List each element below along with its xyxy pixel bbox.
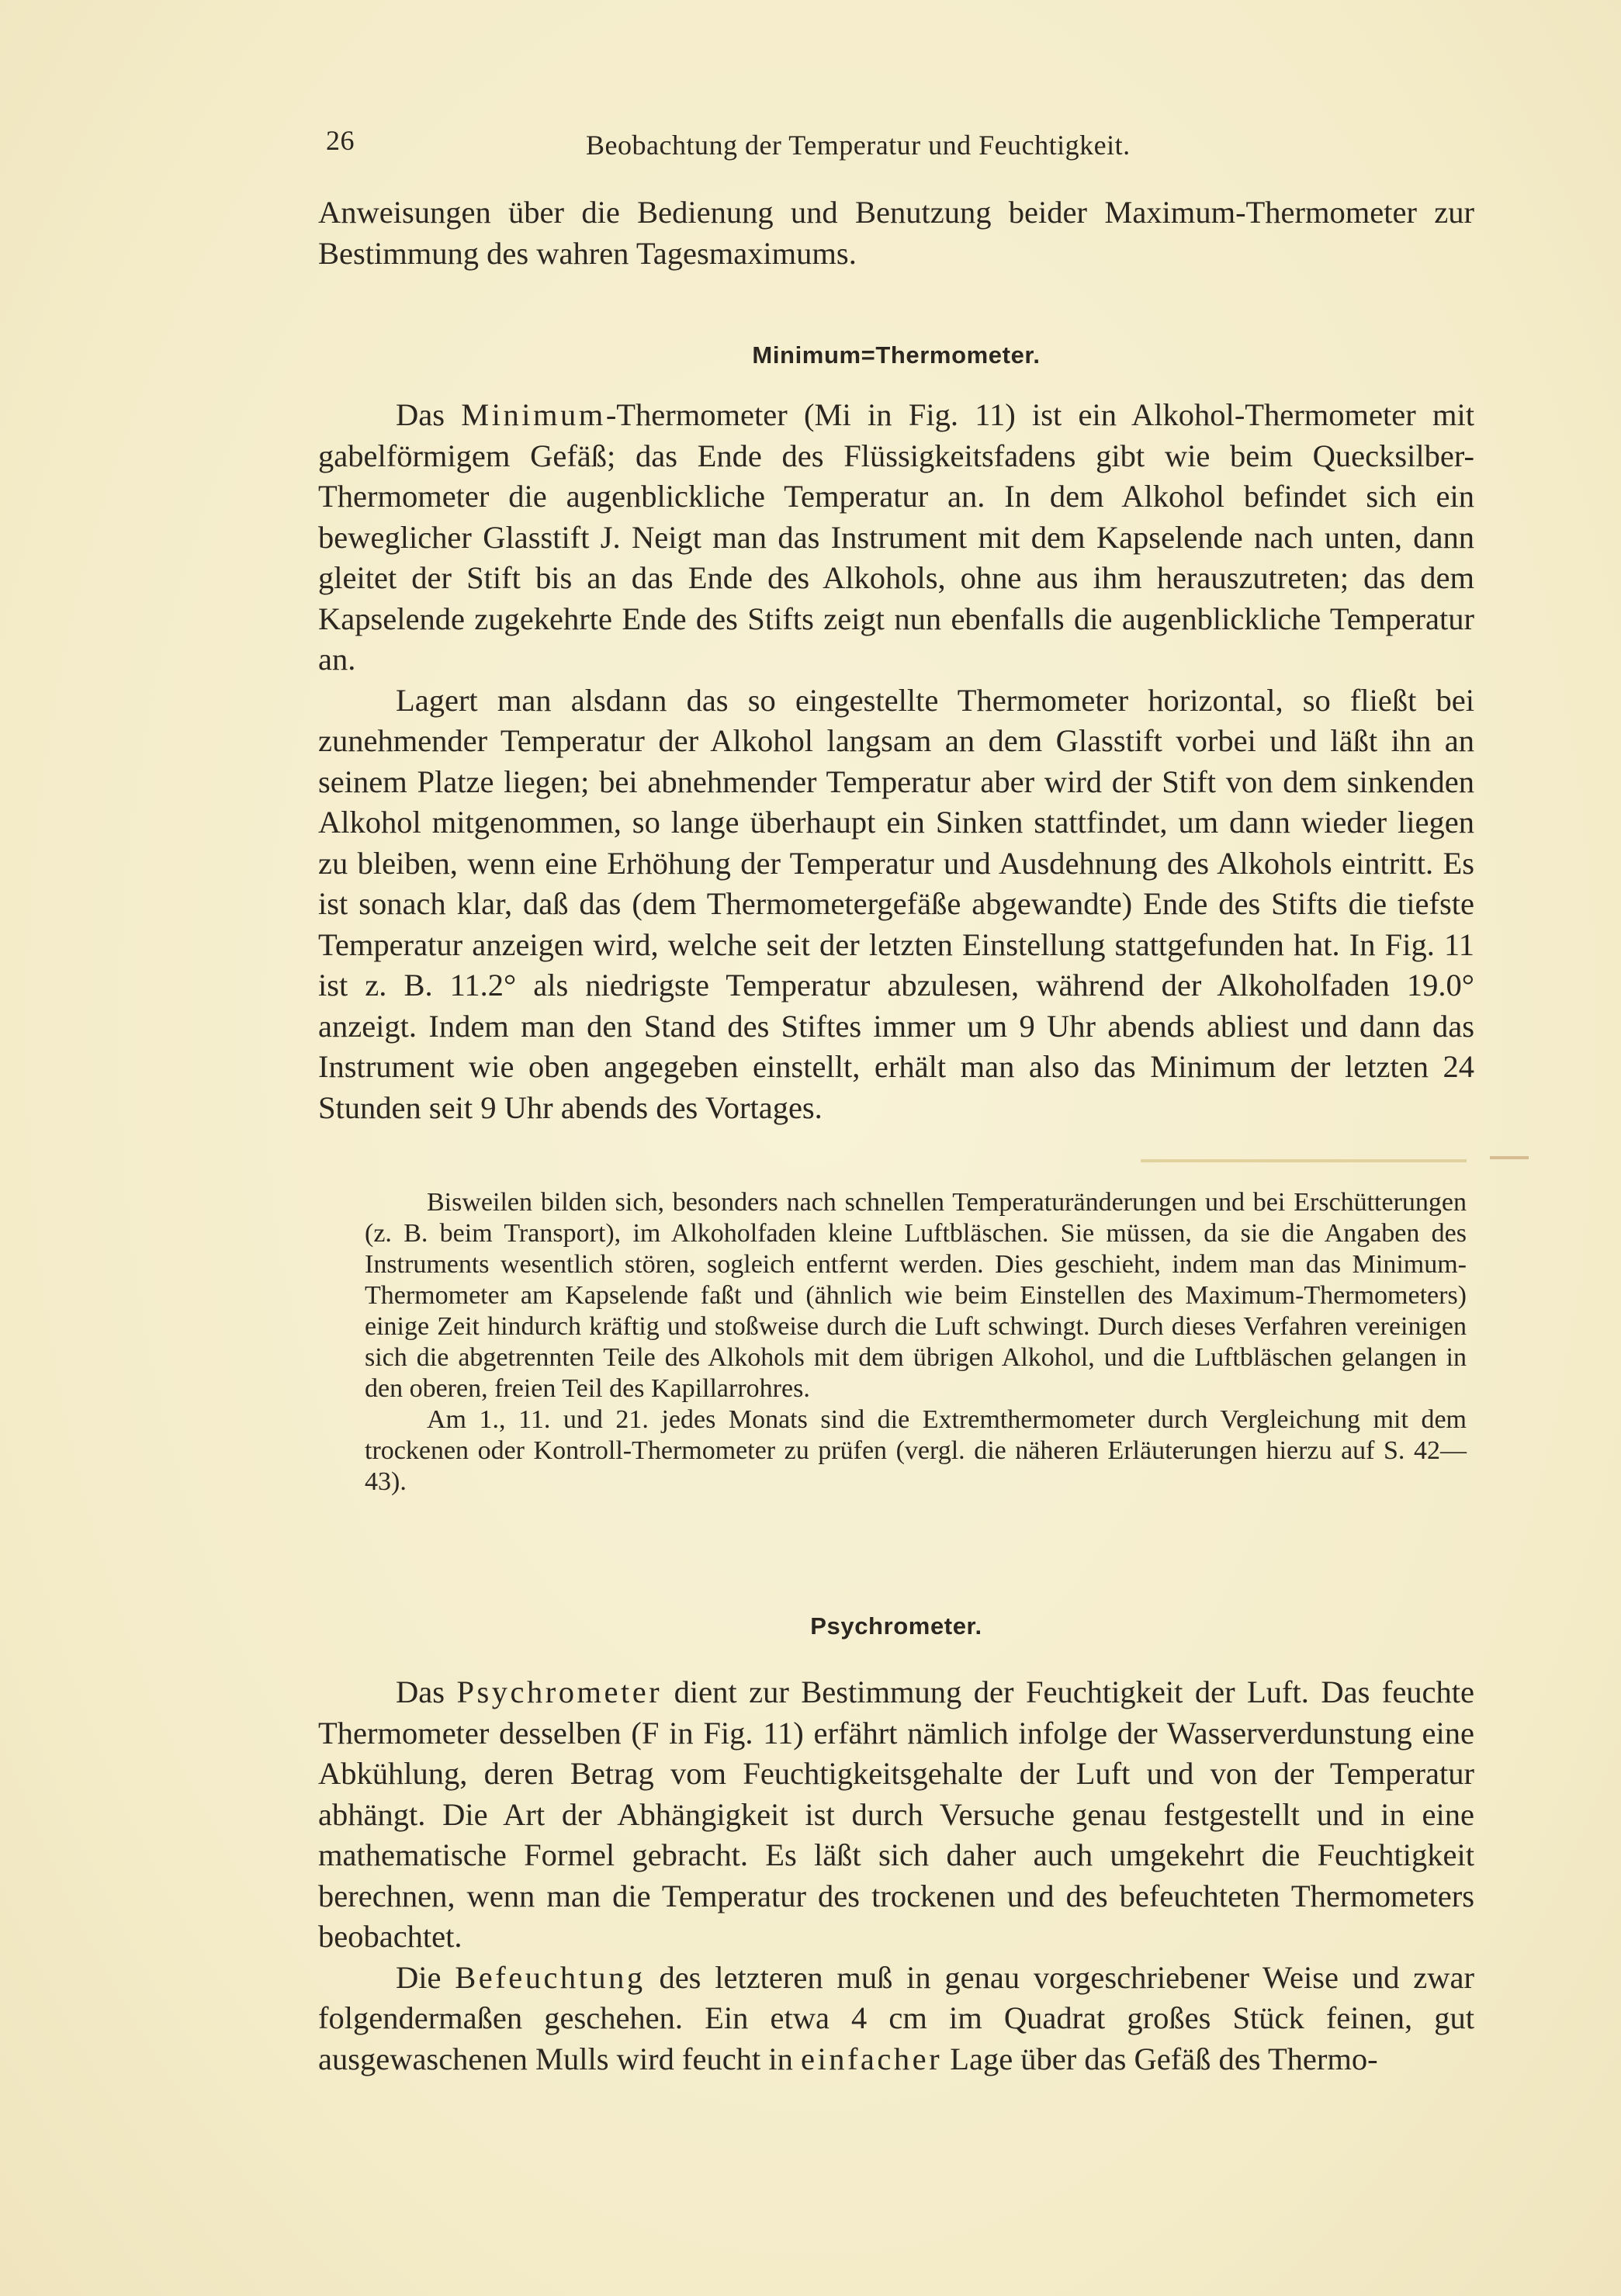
minimum-p1-spaced-term: Minimum: [461, 397, 606, 432]
minimum-notes: [365, 1187, 1467, 1498]
psychrometer-p1-spaced-term: Psychrometer: [456, 1674, 663, 1709]
minimum-paragraph-2: Lagert man alsdann das so eingestellte Thermometer horizontal, so fließt bei zunehmender Temperatur der Alkohol langsam an dem Glasstift vorbei und läßt ihn an seinem Platze liegen; bei abnehmender Temperatur aber wird der Stift von dem sinkenden Alkohol mitgenommen, so lange überhaupt ein Sinken stattfindet, um dann wieder liegen zu bleiben, wenn eine Erhöhung der Temperatur und Ausdehnung des Alkohols eintritt. Es ist sonach klar, daß das (dem Thermometergefäße abgewandte) Ende des Stifts die tiefste Temperatur anzeigen wird, welche seit der letzten Einstellung stattgefunden hat. In Fig. 11 ist z. B. 11.2° als niedrigste Temperatur abzulesen, während der Alkoholfaden 19.0° anzeigt. Indem man den Stand des Stiftes immer um 9 Uhr abends abliest und dann das Instrument wie oben angegeben einstellt, erhält man also das Minimum der letzten 24 Stunden seit 9 Uhr abends des Vortages.: [318, 682, 1474, 1125]
minimum-note-1: Bisweilen bilden sich, besonders nach schnellen Temperaturänderungen und bei Erschütterungen (z. B. beim Transport), im Alkoholfaden kleine Luftbläschen. Sie müssen, da sie die Angaben des Instruments wesentlich stören, sogleich entfernt werden. Dies geschieht, indem man das Minimum-Thermometer am Kapselende faßt und (ähnlich wie beim Einstellen des Maximum-Thermometers) einige Zeit hindurch kräftig und stoßweise durch die Luft schwingt. Durch dieses Verfahren vereinigen sich die abgetrennten Teile des Alkohols mit dem übrigen Alkohol, und die Luftbläschen gelangen in den oberen, freien Teil des Kapillarrohres.: [365, 1188, 1467, 1403]
psychrometer-section: [318, 1672, 1474, 2080]
running-title: Beobachtung der Temperatur und Feuchtigkeit.: [586, 130, 1131, 161]
psychrometer-p1-rest: dient zur Bestimmung der Feuchtigkeit der Luft. Das feuchte Thermometer desselben (F in Fig. 11) erfährt nämlich infolge der Wasserverdunstung eine Abkühlung, deren Betrag vom Feuchtigkeitsgehalte der Luft und von der Temperatur abhängt. Die Art der Abhängigkeit ist durch Versuche genau festgestellt und in eine mathematische Formel gebracht. Es läßt sich daher auch umgekehrt die Feuchtigkeit berechnen, wenn man die Temperatur des trockenen und des befeuchteten Thermometers beobachtet.: [318, 1674, 1474, 1954]
minimum-paragraph-1: [318, 395, 1474, 680]
psychrometer-p2-spaced-term: Befeuchtung: [455, 1959, 646, 1995]
psychrometer-paragraph-2: [318, 1958, 1474, 2080]
minimum-p1-lead: Das: [396, 397, 462, 432]
psychrometer-paragraph-1: [318, 1672, 1474, 1958]
margin-pencil-mark: [1490, 1156, 1529, 1159]
psychrometer-p2-lead: Die: [396, 1959, 455, 1995]
paper-stain-mark: [1141, 1159, 1467, 1162]
page-number: 26: [326, 125, 355, 156]
section-heading-psychrometer: Psychrometer.: [810, 1612, 982, 1640]
psychrometer-p1-lead: Das: [396, 1674, 457, 1709]
intro-text: Anweisungen über die Bedienung und Benutzung beider Maximum-Thermometer zur Bestimmung des wahren Tagesmaximums.: [318, 195, 1474, 271]
psychrometer-p2-spaced-term-2: einfacher: [800, 2041, 943, 2076]
minimum-section: [318, 395, 1474, 1128]
intro-paragraph: [318, 192, 1474, 274]
minimum-p1-rest: -Thermometer (Mi in Fig. 11) ist ein Alkohol-Thermometer mit gabelförmigem Gefäß; das Ende des Flüssigkeitsfadens gibt wie beim Quecksilber-Thermometer die augenblickliche Temperatur an. In dem Alkohol befindet sich ein beweglicher Glasstift J. Neigt man das Instrument mit dem Kapselende nach unten, dann gleitet der Stift bis an das Ende des Alkohols, ohne aus ihm herauszutreten; das dem Kapselende zugekehrte Ende des Stifts zeigt nun ebenfalls die augenblickliche Temperatur an.: [318, 397, 1474, 677]
psychrometer-p2-rest: Lage über das Gefäß des Thermo-: [942, 2041, 1378, 2076]
psychrometer-p2-middle: des letzteren muß in genau vorgeschriebener Weise und zwar folgendermaßen geschehen. Ein etwa 4 cm im Quadrat großes Stück feinen, gut ausgewaschenen Mulls wird feucht in: [318, 1959, 1474, 2076]
minimum-note-2: Am 1., 11. und 21. jedes Monats sind die Extremthermometer durch Vergleichung mit dem trockenen oder Kontroll-Thermometer zu prüfen (vergl. die näheren Erläuterungen hierzu auf S. 42—43).: [365, 1405, 1467, 1496]
section-heading-minimum: Minimum=Thermometer.: [752, 341, 1041, 369]
